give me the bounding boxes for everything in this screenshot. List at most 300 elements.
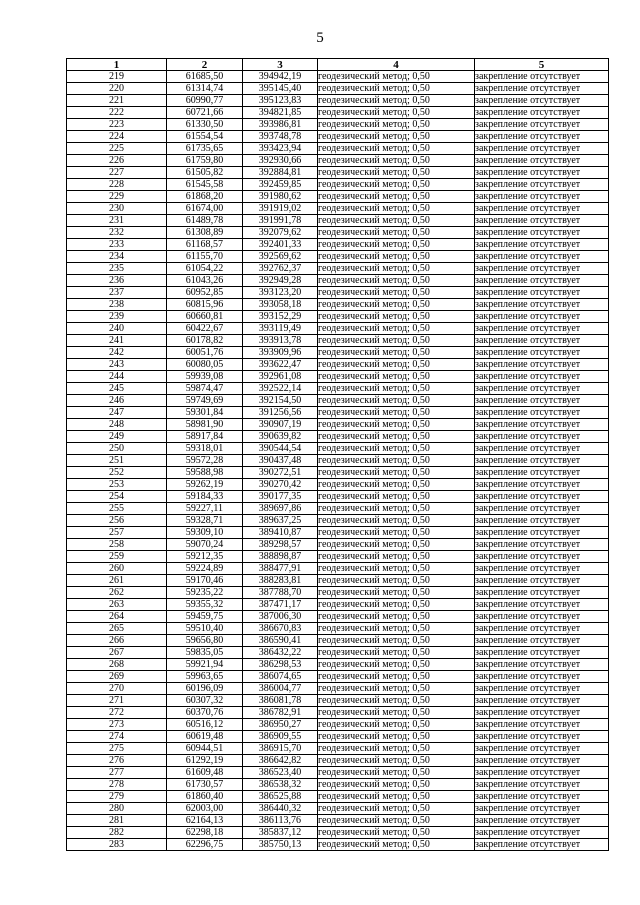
x-coordinate-cell: 59328,71 [167, 515, 243, 527]
point-number-cell: 241 [67, 335, 167, 347]
y-coordinate-cell: 386915,70 [243, 743, 318, 755]
fixation-cell: закрепление отсутствует [475, 743, 609, 755]
point-number-cell: 271 [67, 695, 167, 707]
y-coordinate-cell: 392930,66 [243, 155, 318, 167]
method-cell: геодезический метод; 0,50 [318, 695, 475, 707]
point-number-cell: 224 [67, 131, 167, 143]
method-cell: геодезический метод; 0,50 [318, 263, 475, 275]
point-number-cell: 254 [67, 491, 167, 503]
y-coordinate-cell: 392961,08 [243, 371, 318, 383]
method-cell: геодезический метод; 0,50 [318, 575, 475, 587]
fixation-cell: закрепление отсутствует [475, 527, 609, 539]
table-row [67, 251, 609, 263]
table-row [67, 215, 609, 227]
fixation-cell: закрепление отсутствует [475, 515, 609, 527]
method-cell: геодезический метод; 0,50 [318, 611, 475, 623]
table-row [67, 455, 609, 467]
point-number-cell: 267 [67, 647, 167, 659]
y-coordinate-cell: 393152,29 [243, 311, 318, 323]
point-number-cell: 260 [67, 563, 167, 575]
table-row [67, 659, 609, 671]
point-number-cell: 246 [67, 395, 167, 407]
x-coordinate-cell: 60051,76 [167, 347, 243, 359]
table-row [67, 671, 609, 683]
point-number-cell: 275 [67, 743, 167, 755]
table-row [67, 503, 609, 515]
fixation-cell: закрепление отсутствует [475, 683, 609, 695]
table-row [67, 515, 609, 527]
method-cell: геодезический метод; 0,50 [318, 179, 475, 191]
column-header-y-coordinate: 3 [243, 59, 318, 71]
x-coordinate-cell: 60990,77 [167, 95, 243, 107]
fixation-cell: закрепление отсутствует [475, 671, 609, 683]
table-row [67, 407, 609, 419]
x-coordinate-cell: 60660,81 [167, 311, 243, 323]
method-cell: геодезический метод; 0,50 [318, 167, 475, 179]
y-coordinate-cell: 393058,18 [243, 299, 318, 311]
method-cell: геодезический метод; 0,50 [318, 323, 475, 335]
method-cell: геодезический метод; 0,50 [318, 479, 475, 491]
x-coordinate-cell: 59510,40 [167, 623, 243, 635]
fixation-cell: закрепление отсутствует [475, 227, 609, 239]
method-cell: геодезический метод; 0,50 [318, 599, 475, 611]
table-row [67, 827, 609, 839]
fixation-cell: закрепление отсутствует [475, 419, 609, 431]
method-cell: геодезический метод; 0,50 [318, 635, 475, 647]
y-coordinate-cell: 386432,22 [243, 647, 318, 659]
table-row [67, 611, 609, 623]
fixation-cell: закрепление отсутствует [475, 623, 609, 635]
method-cell: геодезический метод; 0,50 [318, 407, 475, 419]
table-row [67, 575, 609, 587]
table-row [67, 263, 609, 275]
table-row [67, 551, 609, 563]
table-row [67, 155, 609, 167]
point-number-cell: 276 [67, 755, 167, 767]
x-coordinate-cell: 59235,22 [167, 587, 243, 599]
y-coordinate-cell: 393986,81 [243, 119, 318, 131]
fixation-cell: закрепление отсутствует [475, 155, 609, 167]
point-number-cell: 228 [67, 179, 167, 191]
point-number-cell: 231 [67, 215, 167, 227]
y-coordinate-cell: 386113,76 [243, 815, 318, 827]
table-row [67, 275, 609, 287]
x-coordinate-cell: 59170,46 [167, 575, 243, 587]
fixation-cell: закрепление отсутствует [475, 839, 609, 851]
point-number-cell: 274 [67, 731, 167, 743]
table-row [67, 599, 609, 611]
y-coordinate-cell: 392949,28 [243, 275, 318, 287]
x-coordinate-cell: 61674,00 [167, 203, 243, 215]
point-number-cell: 268 [67, 659, 167, 671]
point-number-cell: 263 [67, 599, 167, 611]
y-coordinate-cell: 391980,62 [243, 191, 318, 203]
x-coordinate-cell: 59874,47 [167, 383, 243, 395]
fixation-cell: закрепление отсутствует [475, 263, 609, 275]
table-row [67, 395, 609, 407]
table-row [67, 731, 609, 743]
method-cell: геодезический метод; 0,50 [318, 587, 475, 599]
x-coordinate-cell: 61489,78 [167, 215, 243, 227]
point-number-cell: 222 [67, 107, 167, 119]
x-coordinate-cell: 61308,89 [167, 227, 243, 239]
point-number-cell: 225 [67, 143, 167, 155]
x-coordinate-cell: 62003,00 [167, 803, 243, 815]
y-coordinate-cell: 386004,77 [243, 683, 318, 695]
point-number-cell: 273 [67, 719, 167, 731]
point-number-cell: 232 [67, 227, 167, 239]
fixation-cell: закрепление отсутствует [475, 287, 609, 299]
method-cell: геодезический метод; 0,50 [318, 191, 475, 203]
point-number-cell: 219 [67, 71, 167, 83]
table-row [67, 695, 609, 707]
y-coordinate-cell: 392569,62 [243, 251, 318, 263]
fixation-cell: закрепление отсутствует [475, 479, 609, 491]
y-coordinate-cell: 388898,87 [243, 551, 318, 563]
method-cell: геодезический метод; 0,50 [318, 227, 475, 239]
table-row [67, 347, 609, 359]
fixation-cell: закрепление отсутствует [475, 143, 609, 155]
point-number-cell: 239 [67, 311, 167, 323]
x-coordinate-cell: 60422,67 [167, 323, 243, 335]
method-cell: геодезический метод; 0,50 [318, 275, 475, 287]
fixation-cell: закрепление отсутствует [475, 431, 609, 443]
y-coordinate-cell: 386670,83 [243, 623, 318, 635]
y-coordinate-cell: 391991,78 [243, 215, 318, 227]
method-cell: геодезический метод; 0,50 [318, 239, 475, 251]
y-coordinate-cell: 393909,96 [243, 347, 318, 359]
method-cell: геодезический метод; 0,50 [318, 107, 475, 119]
x-coordinate-cell: 60080,05 [167, 359, 243, 371]
method-cell: геодезический метод; 0,50 [318, 443, 475, 455]
method-cell: геодезический метод; 0,50 [318, 299, 475, 311]
x-coordinate-cell: 60815,96 [167, 299, 243, 311]
y-coordinate-cell: 387788,70 [243, 587, 318, 599]
method-cell: геодезический метод; 0,50 [318, 503, 475, 515]
fixation-cell: закрепление отсутствует [475, 191, 609, 203]
fixation-cell: закрепление отсутствует [475, 335, 609, 347]
x-coordinate-cell: 62298,18 [167, 827, 243, 839]
fixation-cell: закрепление отсутствует [475, 311, 609, 323]
point-number-cell: 250 [67, 443, 167, 455]
x-coordinate-cell: 59656,80 [167, 635, 243, 647]
y-coordinate-cell: 392079,62 [243, 227, 318, 239]
y-coordinate-cell: 390544,54 [243, 443, 318, 455]
fixation-cell: закрепление отсутствует [475, 119, 609, 131]
point-number-cell: 233 [67, 239, 167, 251]
method-cell: геодезический метод; 0,50 [318, 131, 475, 143]
x-coordinate-cell: 62296,75 [167, 839, 243, 851]
point-number-cell: 243 [67, 359, 167, 371]
table-row [67, 527, 609, 539]
y-coordinate-cell: 390639,82 [243, 431, 318, 443]
point-number-cell: 249 [67, 431, 167, 443]
table-row [67, 719, 609, 731]
table-row [67, 299, 609, 311]
method-cell: геодезический метод; 0,50 [318, 215, 475, 227]
fixation-cell: закрепление отсутствует [475, 95, 609, 107]
method-cell: геодезический метод; 0,50 [318, 539, 475, 551]
x-coordinate-cell: 61292,19 [167, 755, 243, 767]
fixation-cell: закрепление отсутствует [475, 803, 609, 815]
y-coordinate-cell: 392884,81 [243, 167, 318, 179]
method-cell: геодезический метод; 0,50 [318, 119, 475, 131]
method-cell: геодезический метод; 0,50 [318, 791, 475, 803]
table-row [67, 179, 609, 191]
table-row [67, 95, 609, 107]
method-cell: геодезический метод; 0,50 [318, 251, 475, 263]
method-cell: геодезический метод; 0,50 [318, 743, 475, 755]
method-cell: геодезический метод; 0,50 [318, 431, 475, 443]
table-row [67, 479, 609, 491]
y-coordinate-cell: 392154,50 [243, 395, 318, 407]
fixation-cell: закрепление отсутствует [475, 359, 609, 371]
point-number-cell: 230 [67, 203, 167, 215]
point-number-cell: 270 [67, 683, 167, 695]
method-cell: геодезический метод; 0,50 [318, 839, 475, 851]
column-header-x-coordinate: 2 [167, 59, 243, 71]
y-coordinate-cell: 390272,51 [243, 467, 318, 479]
table-row [67, 203, 609, 215]
point-number-cell: 236 [67, 275, 167, 287]
fixation-cell: закрепление отсутствует [475, 791, 609, 803]
table-row [67, 683, 609, 695]
x-coordinate-cell: 61868,20 [167, 191, 243, 203]
fixation-cell: закрепление отсутствует [475, 215, 609, 227]
y-coordinate-cell: 386525,88 [243, 791, 318, 803]
y-coordinate-cell: 392522,14 [243, 383, 318, 395]
method-cell: геодезический метод; 0,50 [318, 527, 475, 539]
fixation-cell: закрепление отсутствует [475, 695, 609, 707]
point-number-cell: 242 [67, 347, 167, 359]
point-number-cell: 277 [67, 767, 167, 779]
table-row [67, 539, 609, 551]
fixation-cell: закрепление отсутствует [475, 635, 609, 647]
table-row [67, 323, 609, 335]
fixation-cell: закрепление отсутствует [475, 203, 609, 215]
x-coordinate-cell: 61685,50 [167, 71, 243, 83]
x-coordinate-cell: 59355,32 [167, 599, 243, 611]
fixation-cell: закрепление отсутствует [475, 731, 609, 743]
x-coordinate-cell: 60952,85 [167, 287, 243, 299]
y-coordinate-cell: 393748,78 [243, 131, 318, 143]
fixation-cell: закрепление отсутствует [475, 599, 609, 611]
table-row [67, 311, 609, 323]
fixation-cell: закрепление отсутствует [475, 179, 609, 191]
method-cell: геодезический метод; 0,50 [318, 815, 475, 827]
fixation-cell: закрепление отсутствует [475, 239, 609, 251]
point-number-cell: 245 [67, 383, 167, 395]
method-cell: геодезический метод; 0,50 [318, 371, 475, 383]
table-row [67, 431, 609, 443]
table-row [67, 707, 609, 719]
x-coordinate-cell: 59224,89 [167, 563, 243, 575]
table-row [67, 239, 609, 251]
fixation-cell: закрепление отсутствует [475, 779, 609, 791]
y-coordinate-cell: 386538,32 [243, 779, 318, 791]
y-coordinate-cell: 395123,83 [243, 95, 318, 107]
method-cell: геодезический метод; 0,50 [318, 347, 475, 359]
y-coordinate-cell: 392401,33 [243, 239, 318, 251]
y-coordinate-cell: 385837,12 [243, 827, 318, 839]
table-row [67, 383, 609, 395]
x-coordinate-cell: 60944,51 [167, 743, 243, 755]
table-row [67, 743, 609, 755]
point-number-cell: 220 [67, 83, 167, 95]
y-coordinate-cell: 393913,78 [243, 335, 318, 347]
method-cell: геодезический метод; 0,50 [318, 623, 475, 635]
y-coordinate-cell: 388477,91 [243, 563, 318, 575]
method-cell: геодезический метод; 0,50 [318, 359, 475, 371]
point-number-cell: 229 [67, 191, 167, 203]
column-header-method: 4 [318, 59, 475, 71]
table-row [67, 815, 609, 827]
x-coordinate-cell: 62164,13 [167, 815, 243, 827]
y-coordinate-cell: 386590,41 [243, 635, 318, 647]
point-number-cell: 251 [67, 455, 167, 467]
y-coordinate-cell: 388283,81 [243, 575, 318, 587]
page-number: 5 [316, 30, 324, 46]
x-coordinate-cell: 61330,50 [167, 119, 243, 131]
x-coordinate-cell: 60721,66 [167, 107, 243, 119]
method-cell: геодезический метод; 0,50 [318, 659, 475, 671]
table-body [67, 71, 609, 851]
x-coordinate-cell: 61314,74 [167, 83, 243, 95]
fixation-cell: закрепление отсутствует [475, 299, 609, 311]
x-coordinate-cell: 59963,65 [167, 671, 243, 683]
y-coordinate-cell: 386950,27 [243, 719, 318, 731]
table-row [67, 287, 609, 299]
point-number-cell: 272 [67, 707, 167, 719]
method-cell: геодезический метод; 0,50 [318, 311, 475, 323]
y-coordinate-cell: 389410,87 [243, 527, 318, 539]
method-cell: геодезический метод; 0,50 [318, 395, 475, 407]
point-number-cell: 240 [67, 323, 167, 335]
y-coordinate-cell: 386642,82 [243, 755, 318, 767]
method-cell: геодезический метод; 0,50 [318, 803, 475, 815]
fixation-cell: закрепление отсутствует [475, 551, 609, 563]
method-cell: геодезический метод; 0,50 [318, 95, 475, 107]
y-coordinate-cell: 390177,35 [243, 491, 318, 503]
table-row [67, 635, 609, 647]
x-coordinate-cell: 61545,58 [167, 179, 243, 191]
x-coordinate-cell: 58917,84 [167, 431, 243, 443]
table-row [67, 335, 609, 347]
method-cell: геодезический метод; 0,50 [318, 755, 475, 767]
fixation-cell: закрепление отсутствует [475, 563, 609, 575]
method-cell: геодезический метод; 0,50 [318, 731, 475, 743]
table-header-row [67, 59, 609, 71]
table-row [67, 371, 609, 383]
point-number-cell: 253 [67, 479, 167, 491]
table-row [67, 83, 609, 95]
x-coordinate-cell: 59212,35 [167, 551, 243, 563]
table-row [67, 131, 609, 143]
table-row [67, 143, 609, 155]
point-number-cell: 252 [67, 467, 167, 479]
point-number-cell: 278 [67, 779, 167, 791]
y-coordinate-cell: 387471,17 [243, 599, 318, 611]
x-coordinate-cell: 61054,22 [167, 263, 243, 275]
x-coordinate-cell: 59318,01 [167, 443, 243, 455]
y-coordinate-cell: 393622,47 [243, 359, 318, 371]
point-number-cell: 255 [67, 503, 167, 515]
fixation-cell: закрепление отсутствует [475, 347, 609, 359]
fixation-cell: закрепление отсутствует [475, 827, 609, 839]
table-row [67, 491, 609, 503]
table-row [67, 443, 609, 455]
x-coordinate-cell: 59301,84 [167, 407, 243, 419]
point-number-cell: 279 [67, 791, 167, 803]
fixation-cell: закрепление отсутствует [475, 323, 609, 335]
y-coordinate-cell: 393123,20 [243, 287, 318, 299]
point-number-cell: 259 [67, 551, 167, 563]
y-coordinate-cell: 386523,40 [243, 767, 318, 779]
x-coordinate-cell: 60370,76 [167, 707, 243, 719]
fixation-cell: закрепление отсутствует [475, 491, 609, 503]
x-coordinate-cell: 60516,12 [167, 719, 243, 731]
y-coordinate-cell: 389298,57 [243, 539, 318, 551]
method-cell: геодезический метод; 0,50 [318, 491, 475, 503]
x-coordinate-cell: 59835,05 [167, 647, 243, 659]
point-number-cell: 258 [67, 539, 167, 551]
method-cell: геодезический метод; 0,50 [318, 203, 475, 215]
x-coordinate-cell: 60196,09 [167, 683, 243, 695]
table-row [67, 119, 609, 131]
y-coordinate-cell: 386909,55 [243, 731, 318, 743]
y-coordinate-cell: 387006,30 [243, 611, 318, 623]
y-coordinate-cell: 390907,19 [243, 419, 318, 431]
x-coordinate-cell: 61735,65 [167, 143, 243, 155]
y-coordinate-cell: 390270,42 [243, 479, 318, 491]
fixation-cell: закрепление отсутствует [475, 611, 609, 623]
point-number-cell: 283 [67, 839, 167, 851]
x-coordinate-cell: 61759,80 [167, 155, 243, 167]
y-coordinate-cell: 386440,32 [243, 803, 318, 815]
method-cell: геодезический метод; 0,50 [318, 707, 475, 719]
y-coordinate-cell: 386081,78 [243, 695, 318, 707]
fixation-cell: закрепление отсутствует [475, 275, 609, 287]
x-coordinate-cell: 59588,98 [167, 467, 243, 479]
table-row [67, 167, 609, 179]
fixation-cell: закрепление отсутствует [475, 659, 609, 671]
method-cell: геодезический метод; 0,50 [318, 551, 475, 563]
y-coordinate-cell: 394942,19 [243, 71, 318, 83]
x-coordinate-cell: 61554,54 [167, 131, 243, 143]
method-cell: геодезический метод; 0,50 [318, 335, 475, 347]
y-coordinate-cell: 391919,02 [243, 203, 318, 215]
x-coordinate-cell: 59070,24 [167, 539, 243, 551]
method-cell: геодезический метод; 0,50 [318, 383, 475, 395]
point-number-cell: 223 [67, 119, 167, 131]
y-coordinate-cell: 386298,53 [243, 659, 318, 671]
point-number-cell: 237 [67, 287, 167, 299]
fixation-cell: закрепление отсутствует [475, 587, 609, 599]
point-number-cell: 265 [67, 623, 167, 635]
table-row [67, 755, 609, 767]
y-coordinate-cell: 393119,49 [243, 323, 318, 335]
table-row [67, 767, 609, 779]
method-cell: геодезический метод; 0,50 [318, 683, 475, 695]
x-coordinate-cell: 61155,70 [167, 251, 243, 263]
method-cell: геодезический метод; 0,50 [318, 419, 475, 431]
fixation-cell: закрепление отсутствует [475, 71, 609, 83]
method-cell: геодезический метод; 0,50 [318, 71, 475, 83]
y-coordinate-cell: 392459,85 [243, 179, 318, 191]
point-number-cell: 227 [67, 167, 167, 179]
table-row [67, 227, 609, 239]
y-coordinate-cell: 391256,56 [243, 407, 318, 419]
